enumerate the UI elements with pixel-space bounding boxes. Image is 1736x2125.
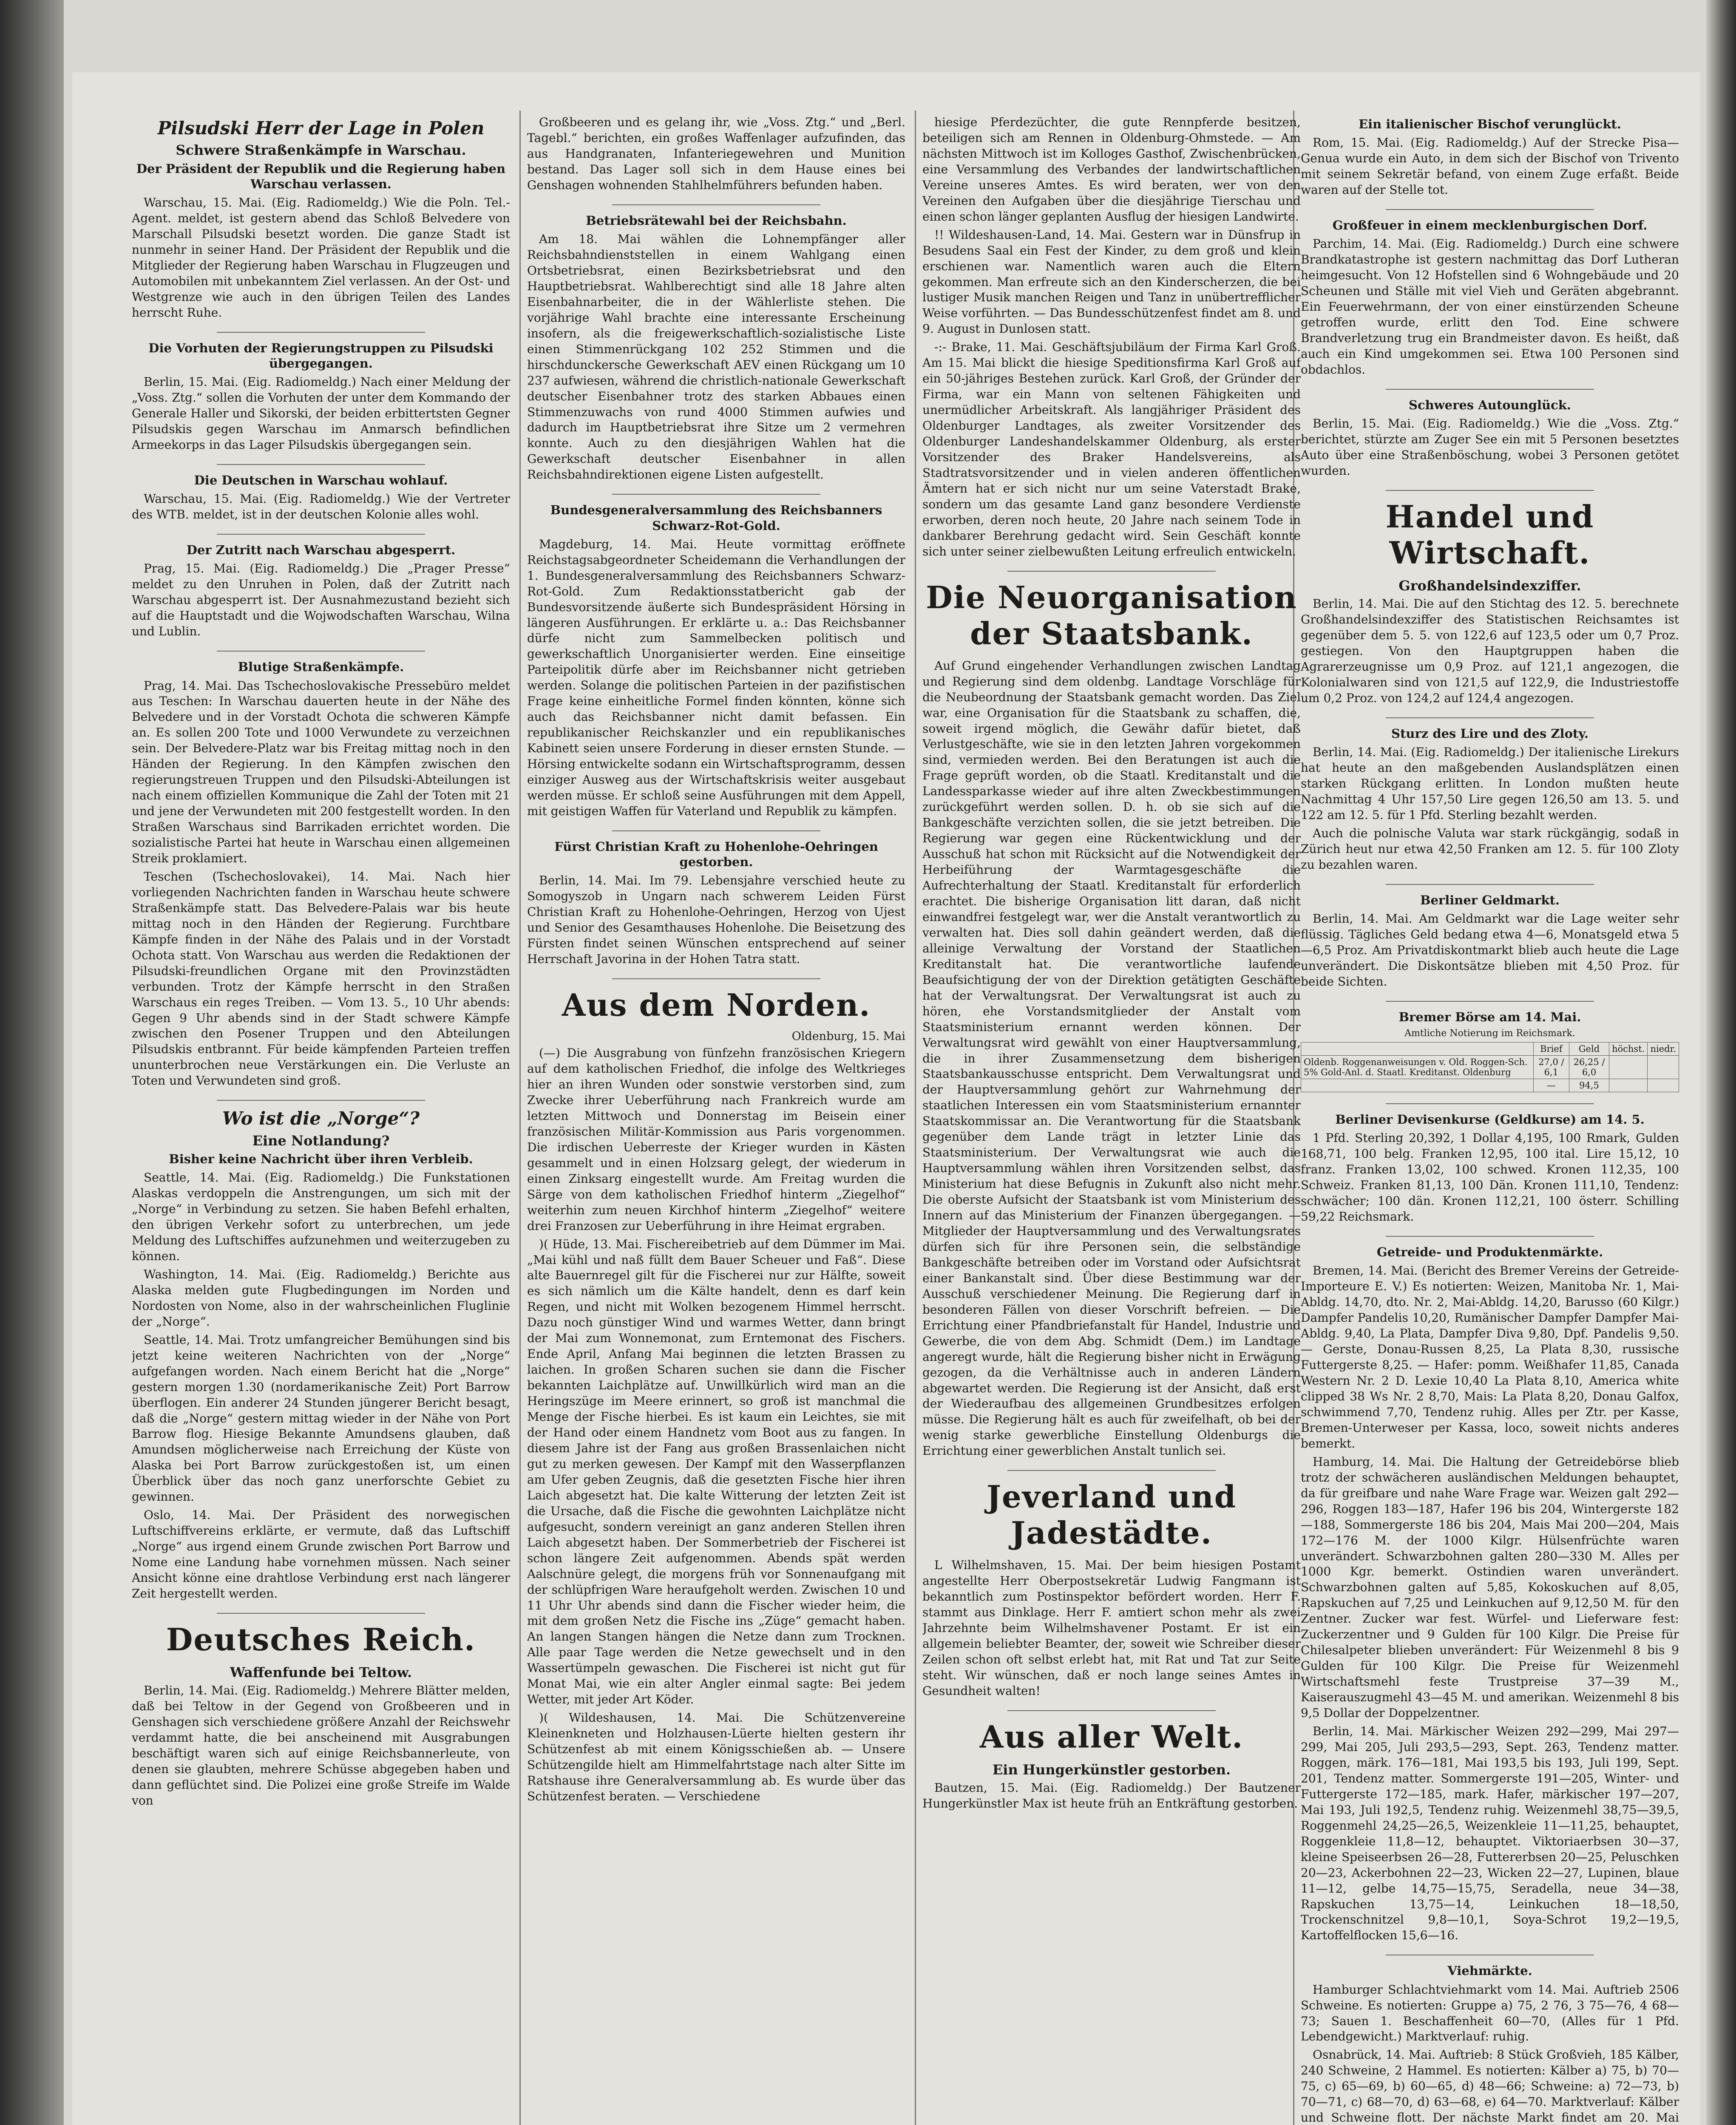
- article-paragraph: Berlin, 14. Mai. (Eig. Radiomeldg.) Der italienische Lirekurs hat heute an den maßgebenden Auslandsplätzen einen starken Rückgang erlitten. In London mußten heute Nachmittag 4 Uhr 157,50 Lire gegen 126,50 am 13. 5. und 122 am 12. 5. für 1 Pfd. Sterling bezahlt werden.: [1301, 745, 1679, 822]
- article-separator: [1386, 717, 1594, 718]
- article-paragraph: Auch die polnische Valuta war stark rückgängig, sodaß in Zürich heut nur etwa 42,50 Franken am 12. 5. für 100 Zloty zu bezahlen waren.: [1301, 826, 1679, 872]
- table-cell: [1301, 1079, 1534, 1092]
- table-header-row: [1301, 1043, 1679, 1056]
- article: [1301, 1009, 1679, 1092]
- article-headline: Sturz des Lire und des Zloty.: [1391, 726, 1588, 741]
- article: [1301, 726, 1679, 873]
- table-row: [1301, 1056, 1679, 1079]
- table-cell: —: [1533, 1079, 1569, 1092]
- article-dateline: Oldenburg, 15. Mai: [791, 1030, 905, 1043]
- article-separator: [1007, 571, 1216, 572]
- article-paragraph: Prag, 15. Mai. (Eig. Radiomeldg.) Die „Prager Presse“ meldet zu den Unruhen in Polen, daß der Zutritt nach Warschau abgesperrt ist. Der Ausnahmezustand bezieht sich auf die Hauptstadt und die Wojwodschaften Warschau, Wilna und Lublin.: [132, 561, 510, 639]
- article-paragraph: hiesige Pferdezüchter, die gute Rennpferde besitzen, beteiligen sich am Rennen in Oldenburg-Ohmstede. — Am nächsten Mittwoch ist im Kolloges Gasthof, Zwischenbrücken, eine Versammlung des Verbandes der landwirtschaftlichen Vereine unseres Amtes. Es wird beraten, wer von den Vereinen den Aufgaben über die diesjährige Tierschau und einen schon länger geplanten Ausflug der hiesigen Landwirte.: [922, 115, 1301, 224]
- article-separator: [217, 1100, 425, 1101]
- article-headline: Fürst Christian Kraft zu Hohenlohe-Oehringen gestorben.: [554, 839, 878, 870]
- article-paragraph: Warschau, 15. Mai. (Eig. Radiomeldg.) Wie die Poln. Tel.-Agent. meldet, ist gestern abend das Schloß Belvedere von Marschall Pilsudski besetzt worden. Die ganze Stadt ist nunmehr in seiner Hand. Der Präsident der Republik und die Mitglieder der Regierung haben Warschau in Flugzeugen und Automobilen mit unbekanntem Ziel verlassen. An der Ost- und Westgrenze wie auch in den übrigen Teilen des Landes herrscht Ruhe.: [132, 196, 510, 320]
- article-paragraph: Teschen (Tschechoslovakei), 14. Mai. Nach hier vorliegenden Nachrichten fanden in Warschau heute schwere Straßenkämpfe statt. Das Belvedere-Palais war bis heute mittag noch in den Händen der Regierung. Furchtbare Kämpfe finden in der Nähe des Palais und in der Vorstadt Ochota statt. Von Warschau aus werden die Redaktionen der Pilsudski-freundlichen Organe mit den Provinzstädten verbunden. Trotz der Kämpfe herrscht in den Straßen Warschaus ein reges Treiben. — Vom 13. 5., 10 Uhr abends: Gegen 9 Uhr abends sind in der Stadt schwere Kämpfe zwischen den Posener Truppen und den Abteilungen Pilsudskis entbrannt. Für beide kämpfenden Parteien treffen ununterbrochen neue Verstärkungen ein. Die Verluste an Toten und Verwundeten sind groß.: [132, 869, 510, 1088]
- article-paragraph: Oslo, 14. Mai. Der Präsident des norwegischen Luftschiffvereins erklärte, er vermute, daß das Luftschiff „Norge“ aus irgend einem Grunde zwischen Port Barrow und Nome eine Landung habe vornehmen müssen. Nach seiner Ansicht könne eine drahtlose Verbindung erst nach längerer Zeit hergestellt werden.: [132, 1508, 510, 1601]
- article-subheadline: Eine Notlandung?: [252, 1132, 390, 1149]
- article: [1301, 892, 1679, 990]
- article-separator: [217, 651, 425, 652]
- article-subheadline: Bisher keine Nachricht über ihren Verbleib.: [169, 1151, 473, 1166]
- article-separator: [1386, 389, 1594, 390]
- section-heading: Deutsches Reich.: [166, 1621, 476, 1658]
- article-separator: [612, 978, 820, 979]
- column-rule: [519, 110, 521, 2125]
- table-header-cell: Geld: [1569, 1043, 1609, 1056]
- article-separator: [1386, 1001, 1594, 1002]
- article-paragraph: Berlin, 15. Mai. (Eig. Radiomeldg.) Nach einer Meldung der „Voss. Ztg.“ sollen die Vorhuten der unter dem Kommando der Generale Haller und Sikorski, der beiden erbittertsten Gegner Pilsudskis gegen Warschau im Anmarsch befindlichen Armeekorps in das Lager Pilsudskis übergegangen sein.: [132, 375, 510, 452]
- article-paragraph: Auf Grund eingehender Verhandlungen zwischen Landtag und Regierung sind dem oldenbg. Landtage Vorschläge für die Neubeordnung der Staatsbank gemacht worden. Das Ziel war, eine Organisation für die Staatsbank zu schaffen, die, soweit irgend möglich, die Gewähr dafür bietet, daß Verlustgeschäfte, wie sie in den letzten Jahren vorgekommen sind, vermieden werden. Bei den Beratungen ist auch die Frage geprüft worden, ob die Staatl. Kreditanstalt und die Landessparkasse wieder auf ihre alten Zweckbestimmungen zurückgeführt werden sollen. D. h. ob sie sich auf die Bankgeschäfte verzichten sollen, die sie jetzt betreiben. Die Regierung war gegen eine Rückentwicklung und der Ausschuß hat schon mit Rücksicht auf die Notwendigkeit der Herbeiführung der Warmtagesgeschäfte die Aufrechterhaltung der Staatl. Kreditanstalt für erforderlich erachtet. Die bisherige Organisation litt daran, daß nicht einwandfrei festgelegt war, wer die Anstalt verantwortlich zu verwalten hat. Dies soll dahin geändert werden, daß die alleinige Verwaltung der Vorstand der Staatlichen Kreditanstalt hat. Die verantwortliche laufende Beaufsichtigung der von der Direktion getätigten Geschäfte hat der Verwaltungsrat. Der Verwaltungsrat ist auch zu hören, ehe Vorstandsmitglieder der Anstalt vom Staatsministerium ernannt werden können. Der Verwaltungsrat wird gewählt von einer Hauptversammlung, die in ihrer Zusammensetzung dem bisherigen Staatsbankausschusse entspricht. Dem Verwaltungsrat und der Hauptversammlung gehört zur Wahrnehmung der staatlichen Interessen ein vom Staatsministerium ernannter Staatskommissar an. Die Verantwortung für die Staatsbank gegenüber dem Lande trägt in letzter Linie das Staatsministerium. Der Verwaltungsrat wie auch die Hauptversammlung wählen ihren Vorsitzenden selbst, das Ministerium hat diese Befugnis in Zukunft also nicht mehr. Die oberste Aufsicht der Staatsbank ist vom Ministerium des Innern auf das Ministerium der Finanzen übergegangen. — Mitglieder der Hauptversammlung und des Verwaltungsrates dürfen sich für ihre Personen sein, die selbständige Bankgeschäfte betreiben oder im Vorstand oder Aufsichtsrat einer Bankanstalt sind. Über diese Bestimmung war der Ausschuß verschiedener Meinung. Die Regierung darf in besonderen Fällen von dieser Vorschrift befreien. — Die Errichtung einer Pfandbriefanstalt für Handel, Industrie und Gewerbe, die von dem Abg. Schmidt (Dem.) im Landtage angeregt wurde, hält die Regierung bisher nicht in Erwägung gezogen, da die Verhältnisse auch in anderen Ländern abgewartet werden. Die Regierung ist der Ansicht, daß erst der Wiederaufbau des allgemeinen Grundbesitzes erfolgen müsse. Die Regierung hält es auch für zweifelhaft, ob bei der wenig starke gewerbliche Einstellung Oldenburgs die Errichtung einer gewerblichen Anstalt tunlich sei.: [922, 658, 1301, 1458]
- article: [1301, 1112, 1679, 1225]
- article-separator: [1007, 1470, 1216, 1471]
- article-separator: [1386, 1103, 1594, 1104]
- bourse-table: [1301, 1042, 1679, 1092]
- article-paragraph: Rom, 15. Mai. (Eig. Radiomeldg.) Auf der Strecke Pisa—Genua wurde ein Auto, in dem sich der Bischof von Trivento mit seinem Sekretär befand, von einem Zuge erfaßt. Beide waren auf der Stelle tot.: [1301, 136, 1679, 197]
- article-subheadline: Der Präsident der Republik und die Regierung haben Warschau verlassen.: [136, 161, 506, 191]
- article-paragraph: Hamburg, 14. Mai. Die Haltung der Getreidebörse blieb trotz der schwächeren ausländischen Meldungen behauptet, da für greifbare und nahe Ware Frage war. Weizen galt 292—296, Roggen 183—187, Hafer 196 bis 204, Wintergerste 182—188, Sommergerste 186 bis 204, Mais Mai 200—204, Mais 172—176 M. der 1000 Kilgr. Hülsenfrüchte waren unverändert. Schwarzbohnen galten 280—330 M. Alles per 1000 Kgr. bemerkt. Ostindien waren unverändert. Schwarzbohnen galten auf 5,85, Kokoskuchen auf 8,05, Rapskuchen auf 7,25 und Leinkuchen auf 9,12,50 M. für den Zentner. Zucker war fest. Würfel- und Lieferware fest: Zuckerzentner und 9 Gulden für 100 Kilgr. Die Preise für Chilesalpeter blieben unverändert: Für Weizenmehl 8 bis 9 Gulden für 100 Kilgr. Die Preise für Weizenmehl Wirtschaftsmehl feste Trustpreise 37—39 M., Kaiserauszugmehl 43—45 M. und amerikan. Weizenmehl 8 bis 9,5 Dollar der Doppelzentner.: [1301, 1454, 1679, 1720]
- article-headline: Blutige Straßenkämpfe.: [238, 660, 404, 674]
- article-headline: Die Vorhuten der Regierungstruppen zu Pilsudski übergegangen.: [148, 340, 494, 371]
- article: [527, 213, 905, 483]
- article-headline: Die Deutschen in Warschau wohlauf.: [194, 473, 448, 488]
- column-rule: [915, 110, 916, 2125]
- column-3: [922, 115, 1301, 2125]
- table-cell: [1648, 1056, 1679, 1079]
- section-heading: Die Neuorganisation der Staatsbank.: [926, 579, 1297, 652]
- article-headline: Bundesgeneralversammlung des Reichsbanners Schwarz-Rot-Gold.: [550, 503, 882, 533]
- article-separator: [612, 204, 820, 205]
- table-cell: 94,5: [1569, 1079, 1609, 1092]
- article-separator: [612, 494, 820, 495]
- article-headline: Bremer Börse am 14. Mai.: [1398, 1009, 1581, 1024]
- article-paragraph: Seattle, 14. Mai. (Eig. Radiomeldg.) Die Funkstationen Alaskas verdoppeln die Anstrengungen, um sich mit der „Norge“ in Verbindung zu setzen. Sie haben Befehl erhalten, den übrigen Verkehr sofort zu unterbrechen, um jede Meldung des Luftschiffes aufzunehmen und weiterzugeben zu können.: [132, 1170, 510, 1263]
- article: [1301, 218, 1679, 378]
- article-paragraph: Berlin, 14. Mai. (Eig. Radiomeldg.) Mehrere Blätter melden, daß bei Teltow in der Gegend von Großbeeren und in Genshagen sich verschiedene größere Anzahl der Reichswehr verdammt hatte, die bei anscheinend mit Ausgrabungen beschäftigt waren sich auf einige Reichsbannerleute, von denen sie glaubten, mehrere Schüsse abgegeben haben und dann geflüchtet sind. Die Polizei eine große Streife im Walde von: [132, 1683, 510, 1808]
- article: [1301, 1244, 1679, 1944]
- article: [527, 839, 905, 967]
- article-headline: Ein italienischer Bischof verunglückt.: [1359, 117, 1621, 131]
- article-separator: [1386, 1236, 1594, 1237]
- column-2: [527, 115, 905, 2125]
- article-paragraph: Großbeeren und es gelang ihr, wie „Voss. Ztg.“ und „Berl. Tagebl.“ berichten, ein großes Waffenlager aufzufinden, das aus Handgranaten, Infanteriegewehren und Munition bestand. Das Lager soll sich in dem Hause eines bei Genshagen wohnenden Stahlhelmführers befunden haben.: [527, 115, 905, 192]
- article-paragraph: Bremen, 14. Mai. (Bericht des Bremer Vereins der Getreide-Importeure E. V.) Es notierten: Weizen, Manitoba Nr. 1, Mai-Abldg. 14,70, dto. Nr. 2, Mai-Abldg. 14,20, Barusso (60 Kilgr.) Dampfer Pandelis 10,20, Rumänischer Dampfer Dampfer Mai-Abldg. 9,40, La Plata, Dampfer Diva 9,80, Dpf. Pandelis 9,50. — Gerste, Donau-Russen 8,25, La Plata 8,30, russische Futtergerste 8,25. — Hafer: pomm. Weißhafer 11,85, Canada Western Nr. 2 D. Lexie 10,40 La Plata 8,10, America white clipped 38 Ws Nr. 2 8,70, Mais: La Plata 8,20, Donau Galfox, schwimmend 7,70, Tendenz ruhig. Alles per Ztr. per Kasse, Bremen-Unterweser per Kassa, loco, soweit nichts anderes bemerkt.: [1301, 1264, 1679, 1451]
- article: [132, 473, 510, 523]
- article: [922, 579, 1301, 1459]
- article-paragraph: Magdeburg, 14. Mai. Heute vormittag eröffnete Reichstagsabgeordneter Scheidemann die Verhandlungen der 1. Bundesgeneralversammlung des Reichsbanners Schwarz-Rot-Gold. Zum Redaktionsstatbericht gab der Bundesvorsitzende äußerte sich Bundespräsident Hörsing in längeren Ausführungen. Er erklärte u. a.: Das Reichsbanner dürfe nicht zum Sammelbecken politisch und gewerkschaftlich Unorganisierter werden. Eine einseitige Parteipolitik dürfe aber im Reichsbanner nicht getrieben werden. Solange die politischen Parteien in der pazifistischen Frage keine einheitliche Formel finden könnten, könne sich auch das Reichsbanner nicht damit befassen. Ein republikanischer Reichskanzler und ein republikanisches Kabinett seien unsere Forderung in dieser ernsten Stunde. — Hörsing entwickelte sodann ein Wirtschaftsprogramm, dessen einziger Ausweg aus der Wirtschaftskrisis weiter ausgebaut werden müsse. Er schloß seine Ausführungen mit dem Appell, mit geistigen Waffen für Vaterland und Republik zu kämpfen.: [527, 537, 905, 818]
- article-headline: Berliner Devisenkurse (Geldkurse) am 14. 5.: [1335, 1112, 1645, 1127]
- article-headline: Berliner Geldmarkt.: [1420, 892, 1560, 907]
- article-paragraph: -:- Brake, 11. Mai. Geschäftsjubiläum der Firma Karl Groß. Am 15. Mai blickt die hiesige Speditionsfirma Karl Groß auf ein 50-jähriges Bestehen zurück. Karl Groß, der Gründer der Firma, war ein Mann von seltenen Fähigkeiten und unermüdlicher Arbeitskraft. Als langjähriger Präsident des Oldenburger Landtages, als zweiter Vorsitzender des Oldenburger Landeshandelskammer Oldenburg, als erster Vorsitzender des Braker Handelsvereins, als Stadtratsvorsitzender und in vielen anderen öffentlichen Ämtern hat er sich nicht nur um seine Vaterstadt Brake, sondern um das gesamte Land ganz besondere Verdienste erworben, deren noch heute, 20 Jahre nach seinem Tode in dankbarer Berehrung gedacht wird. Sein Geschäft konnte sich unter seiner zielbewußten Leitung erfreulich entwickeln.: [922, 340, 1301, 558]
- article-paragraph: Parchim, 14. Mai. (Eig. Radiomeldg.) Durch eine schwere Brandkatastrophe ist gestern nachmittag das Dorf Lutheran heimgesucht. Von 12 Hofstellen sind 6 Wohngebäude und 20 Scheunen und Ställe mit viel Vieh und Geräten abgebrannt. Ein Feuerwehrmann, der von einer einstürzenden Scheune getroffen wurde, erlitt den Tod. Eine schwere Brandverletzung trug ein Brandmeister davon. Es heißt, daß auch ein Kind umgekommen sei. Etwa 100 Personen sind obdachlos.: [1301, 237, 1679, 377]
- article: [132, 118, 510, 321]
- article-separator: [1386, 884, 1594, 885]
- article: [1301, 1963, 1679, 2125]
- section-heading: Jeverland und Jadestädte.: [986, 1479, 1237, 1551]
- article: [527, 115, 905, 193]
- article-separator: [612, 830, 820, 831]
- article-headline: Viehmärkte.: [1447, 1964, 1532, 1978]
- scan-border-left: [0, 0, 64, 2125]
- section-heading: Aus aller Welt.: [979, 1718, 1244, 1755]
- table-cell: [1648, 1079, 1679, 1092]
- article-paragraph: Osnabrück, 14. Mai. Auftrieb: 8 Stück Großvieh, 185 Kälber, 240 Schweine, 2 Hammel. Es notierten: Kälber a) 75, b) 70—75, c) 65—69, b) 60—65, d) 48—66; Schweine: a) 72—73, b) 70—71, c) 68—70, d) 63—68, e) 64—70. Marktverlauf: Kälber und Schweine flott. Der nächste Markt findet am 20. Mai: [1301, 2048, 1679, 2125]
- article: [527, 502, 905, 819]
- table-cell: Oldenb. Roggenanweisungen v. Old. Roggen-Sch. 5% Gold-Anl. d. Staatl. Kreditanst. Oldenburg: [1301, 1056, 1534, 1079]
- table-cell: [1609, 1079, 1648, 1092]
- article-separator: [217, 464, 425, 465]
- article-paragraph: Am 18. Mai wählen die Lohnempfänger aller Reichsbahndienststellen in einem Wahlgang einen Ortsbetriebsrat, einen Bezirksbetriebsrat und den Hauptbetriebsrat. Wahlberechtigt sind alle 18 Jahre alten Eisenbahnarbeiter, die in der Wählerliste stehen. Die vorjährige Wahl brachte eine interessante Erscheinung insofern, als die freigewerkschaftlich-sozialistische Liste einen Stimmenrückgang 102 252 Stimmen und die hirschdunckersche Gewerkschaft AEV einen Rückgang um 10 237 aufwiesen, während die christlich-nationale Gewerkschaft deutscher Eisenbahner trotz des starken Abbaues einen Stimmenzuwachs von rund 4000 Stimmen aufwies und dadurch im Hauptbetriebsrat ihre Sitze um 2 vermehren konnte. Auch zu den diesjährigen Wahlen hat die Gewerkschaft deutscher Eisenbahner in allen Reichsbahndirektionen eigene Listen aufgestellt.: [527, 232, 905, 482]
- article: [1301, 116, 1679, 198]
- table-header-cell: niedr.: [1648, 1043, 1679, 1056]
- table-header-cell: höchst.: [1609, 1043, 1648, 1056]
- article-separator: [217, 332, 425, 333]
- article-paragraph: Seattle, 14. Mai. Trotz umfangreicher Bemühungen sind bis jetzt keine weiteren Nachrichten von der „Norge“ aufgefangen worden. Nach einem Bericht hat die „Norge“ gestern morgen 1.30 (nordamerikanische Zeit) Port Barrow überflogen. Ein anderer 24 Stunden jüngerer Bericht besagt, daß die „Norge“ gestern mittag wieder in der Nähe von Port Barrow flog. Hiesige Bekannte Amundsens glauben, daß Amundsen möglicherweise nach Erreichung der Küste von Alaska bei Port Barrow zurückgestoßen ist, um einen Überblick über das noch ganz unerforschte Gebiet zu gewinnen.: [132, 1332, 510, 1504]
- column-4: [1301, 115, 1679, 2125]
- table-row: [1301, 1079, 1679, 1092]
- article-headline: Pilsudski Herr der Lage in Polen: [157, 118, 485, 139]
- article: [527, 987, 905, 1805]
- article-paragraph: !! Wildeshausen-Land, 14. Mai. Gestern war in Dünsfrup in Besudens Saal ein Fest der Kinder, zu dem groß und klein erschienen war. Namentlich waren auch die Eltern gekommen. Man erfreute sich an den Kinderscherzen, die bei lustiger Musik manchen Reigen und Tanz in unübertrefflicher Weise vorführten. — Das Bundesschützenfest findet am 8. und 9. August in Dunlosen statt.: [922, 227, 1301, 336]
- article-separator: [1386, 490, 1594, 491]
- article-paragraph: Berlin, 14. Mai. Märkischer Weizen 292—299, Mai 297—299, Mai 205, Juli 293,5—293, Sept. 263, Tendenz matter. Roggen, märk. 176—181, Mai 193,5 bis 193, Juli 199, Sept. 201, Tendenz matter. Sommergerste 191—205, Winter- und Futtergerste 172—185, mark. Hafer, märkischer 197—207, Mai 193, Juli 192,5, Tendenz ruhig. Weizenmehl 38,75—39,5, Roggenmehl 24,25—26,5, Weizenkleie 11—11,25, behauptet, Roggenkleie 11,8—12, behauptet. Viktoriaerbsen 30—37, kleine Speiseerbsen 26—28, Futtererbsen 20—25, Peluschken 20—23, Ackerbohnen 22—23, Wicken 22—27, Lupinen, blaue 11—12, gelbe 14,75—15,75, Seradella, neue 34—38, Rapskuchen 13,75—14, Leinkuchen 18—18,50, Trockenschnitzel 9,8—10,1, Soya-Schrot 19,2—19,5, Kartoffelflocken 15,6—16.: [1301, 1724, 1679, 1943]
- article-headline: Ein Hungerkünstler gestorben.: [992, 1761, 1231, 1778]
- article-headline: Getreide- und Produktenmärkte.: [1376, 1245, 1603, 1260]
- article-paragraph: )( Hüde, 13. Mai. Fischereibetrieb auf dem Dümmer im Mai. „Mai kühl und naß füllt dem Bauer Scheuer und Faß“. Diese alte Bauernregel gilt für die Fischerei nur zur Hälfte, soweit es sich nämlich um die Kälte handelt, denn es darf kein Regen, und nicht mit Wolken bezogenem Himmel herrscht. Dazu noch günstiger Wind und warmes Wetter, dann bringt der Mai zum Wonnemonat, zum Erntemonat des Fischers. Ende April, Anfang Mai beginnen die letzten Brassen zu laichen. In großen Scharen suchen sie dann die Fischer bekannten Laichplätze auf. Unwillkürlich wird man an die Heringszüge im Meere erinnert, so groß ist manchmal die Menge der Fische hierbei. Es ist kaum ein Leichtes, sie mit der Hand oder einem Handnetz vom Boot aus zu fangen. In diesem Jahre ist der Fang aus großen Brassenlaichen nicht gut zu merken gewesen. Der Kampf mit den Wasserpflanzen am Ufer geben Zeugnis, daß die gesetzten Fische hier ihren Laich abgesetzt hat. Die kalte Witterung der letzten Zeit ist die Ursache, daß die Fische die gewohnten Laichplätze nicht aufgesucht, sondern vereinigt an ganz anderen Stellen ihren Laich abgesetzt haben. Der Sommerbetrieb der Fischerei ist schon längere Zeit aufgenommen. Abends spät werden Aalschnüre gelegt, die morgens früh vor Sonnenaufgang mit der schlüpfrigen Ware heraufgeholt werden. Zwischen 10 und 11 Uhr Uhr abends sind dann die Fischer wieder heim, die mit dem großen Netz die Fische ins „Züge“ gemacht haben. An langen Stangen hängen die Netze dann zum Trocknen. Alle paar Tage werden die Netze gewechselt und in den Wassertümpeln gewaschen. Die Fischerei ist nicht gut für Monat Mai, wie ein alter Angler einmal sagte: Bei jedem Wetter, mit jeder Art Köder.: [527, 1237, 905, 1707]
- table-header-cell: Brief: [1533, 1043, 1569, 1056]
- article-headline: Großhandelsindexziffer.: [1398, 577, 1581, 594]
- article-paragraph: (—) Die Ausgrabung von fünfzehn französischen Kriegern auf dem katholischen Friedhof, die infolge des Weltkrieges hier an ihren Wunden oder sonstwie verstorben sind, zum Zwecke ihrer Ueberführung nach Frankreich wurde am letzten Mittwoch und Donnerstag im Beisein einer französischen Militär-Kommission aus Paris vorgenommen. Die irdischen Ueberreste der Krieger wurden in Kästen gesammelt und in einen Holzsarg gelegt, der wiederum in einen Zinksarg eingestellt wurde. Am Freitag wurden die Särge von dem katholischen Friedhof hinterm „Ziegelhof“ weiterhin zum neuen Kirchhof hinterm „Ziegelhof“ weitere drei Franzosen zur Ueberführung in ihre Heimat ergraben.: [527, 1046, 905, 1233]
- article: [1301, 397, 1679, 479]
- article: [132, 659, 510, 1089]
- table-cell: 26,25 / 6,0: [1569, 1056, 1609, 1079]
- table-header-cell: [1301, 1043, 1534, 1056]
- article-paragraph: Berlin, 14. Mai. Am Geldmarkt war die Lage weiter sehr flüssig. Tägliches Geld bedang etwa 4—6, Monatsgeld etwa 5—6,5 Proz. Am Privatdiskontmarkt blieb auch heute die Lage unverändert. Die Diskontsätze blieben mit 4,50 Proz. für beide Sichten.: [1301, 912, 1679, 989]
- article-paragraph: Berlin, 14. Mai. Im 79. Lebensjahre verschied heute zu Somogyszob in Ungarn nach schwerem Leiden Fürst Christian Kraft zu Hohenlohe-Oehringen, Herzog von Ujest und Senior des Gesamthauses Hohenlohe. Die Beisetzung des Fürsten findet seinen Wünschen entsprechend auf seiner Herrschaft Javorina in der Hohen Tatra statt.: [527, 873, 905, 966]
- article-paragraph: L Wilhelmshaven, 15. Mai. Der beim hiesigen Postamt angestellte Herr Oberpostsekretär Ludwig Fangmann ist bekanntlich zum Postinspektor befördert worden. Herr F. stammt aus Dinklage. Herr F. amtiert schon mehr als zwei Jahrzehnte beim Wilhelmshavener Postamt. Er ist ein allgemein beliebter Beamter, der, soweit wie Schreiber dieser Zeilen schon oft selbst erlebt hat, mit Rat und Tat zur Seite steht. Wir wünschen, daß er noch lange seines Amtes in Gesundheit walten!: [922, 1558, 1301, 1698]
- article-paragraph: Prag, 14. Mai. Das Tschechoslovakische Pressebüro meldet aus Teschen: In Warschau dauerten heute in der Nähe des Belvedere und in der Vorstadt Ochota die schweren Kämpfe an. Es sollen 200 Tote und 1000 Verwundete zu verzeichnen sein. Der Belvedere-Platz war bis Freitag mittag noch in den Händen der Regierung. In den Kämpfen zwischen den regierungstreuen Truppen und den Pilsudski-Abteilungen ist nach einem offiziellen Kommunique die Zahl der Toten mit 21 und jene der Verwundeten mit 200 festgestellt worden. In den Straßen Warschaus sind Barrikaden errichtet worden. Die sozialistische Partei hat heute in Warschau einen allgemeinen Streik proklamiert.: [132, 678, 510, 865]
- article-paragraph: Berlin, 14. Mai. Die auf den Stichtag des 12. 5. berechnete Großhandelsindexziffer des Statistischen Reichsamtes ist gegenüber dem 5. 5. von 122,6 auf 123,5 oder um 0,7 Proz. gestiegen. Von den Hauptgruppen haben die Agrarerzeugnisse um 0,9 Proz. auf 121,1 angezogen, die Kolonialwaren sind von 121,5 auf 122,9, die Industriestoffe um 0,2 Proz. von 124,2 auf 124,4 angezogen.: [1301, 597, 1679, 706]
- article-headline: Schweres Autounglück.: [1409, 397, 1571, 412]
- article-paragraph: Bautzen, 15. Mai. (Eig. Radiomeldg.) Der Bautzener Hungerkünstler Max ist heute früh an Entkräftung gestorben.: [922, 1781, 1301, 1811]
- article-headline: Großfeuer in einem mecklenburgischen Dorf.: [1332, 218, 1648, 233]
- article: [922, 115, 1301, 560]
- article-paragraph: Hamburger Schlachtviehmarkt vom 14. Mai. Auftrieb 2506 Schweine. Es notierten: Gruppe a) 75, 2 76, 3 75—76, 4 68—73; Sauen 1. Beschaffenheit 60—70, (Alles für 1 Pfd. Lebendgewicht.) Marktverlauf: ruhig.: [1301, 1982, 1679, 2044]
- article-separator: [1007, 1710, 1216, 1711]
- article-paragraph: Warschau, 15. Mai. (Eig. Radiomeldg.) Wie der Vertreter des WTB. meldet, ist in der deutschen Kolonie alles wohl.: [132, 492, 510, 522]
- article: [922, 1719, 1301, 1812]
- article: [1301, 499, 1679, 706]
- article-paragraph: Washington, 14. Mai. (Eig. Radiomeldg.) Berichte aus Alaska melden gute Flugbedingungen im Norden und Nordosten von Nome, also in der wahrscheinlichen Fluglinie der „Norge“.: [132, 1267, 510, 1329]
- table-cell: 27,0 / 6,1: [1533, 1056, 1569, 1079]
- article-headline: Wo ist die „Norge“?: [222, 1108, 420, 1129]
- article-headline: Der Zutritt nach Warschau abgesperrt.: [186, 543, 456, 558]
- article-headline: Waffenfunde bei Teltow.: [230, 1664, 412, 1680]
- table-cell: [1609, 1056, 1648, 1079]
- article: [132, 340, 510, 453]
- article: [132, 1621, 510, 1809]
- article-paragraph: )( Wildeshausen, 14. Mai. Die Schützenvereine Kleinenkneten und Holzhausen-Lüerte hielten gestern ihr Schützenfest ab mit einem Königsschießen ab. — Unsere Schützengilde hielt am Himmelfahrtstage nach alter Sitte im Ratshause ihre Generalversammlung ab. Es wurde über das Schützenfest beraten. — Verschiedene: [527, 1711, 905, 1803]
- article: [132, 542, 510, 640]
- article: [922, 1479, 1301, 1699]
- article-paragraph: 1 Pfd. Sterling 20,392, 1 Dollar 4,195, 100 Rmark, Gulden 168,71, 100 belg. Franken 12,95, 100 ital. Lire 15,12, 10 franz. Franken 13,02, 100 schwed. Kronen 112,35, 100 Schweiz. Franken 81,13, 100 Dän. Kronen 111,10, Tendenz: schwächer; 100 dän. Kronen 112,21, 100 österr. Schilling 59,22 Reichsmark.: [1301, 1131, 1679, 1224]
- article-headline: Betriebsrätewahl bei der Reichsbahn.: [586, 213, 847, 228]
- article-separator: [217, 534, 425, 535]
- article-subheadline: Schwere Straßenkämpfe in Warschau.: [176, 142, 466, 159]
- column-1: [132, 115, 510, 2125]
- section-heading: Handel und Wirtschaft.: [1385, 498, 1594, 571]
- article-paragraph: Berlin, 15. Mai. (Eig. Radiomeldg.) Wie die „Voss. Ztg.“ berichtet, stürzte am Zuger See ein mit 5 Personen besetztes Auto über eine Straßenböschung, wobei 3 Personen getötet wurden.: [1301, 416, 1679, 478]
- article-separator: [1386, 209, 1594, 210]
- article: [132, 1108, 510, 1602]
- section-heading: Aus dem Norden.: [562, 987, 871, 1023]
- scan-border-right: [1706, 0, 1736, 2125]
- table-caption: Amtliche Notierung im Reichsmark.: [1404, 1028, 1575, 1039]
- article-separator: [217, 1613, 425, 1614]
